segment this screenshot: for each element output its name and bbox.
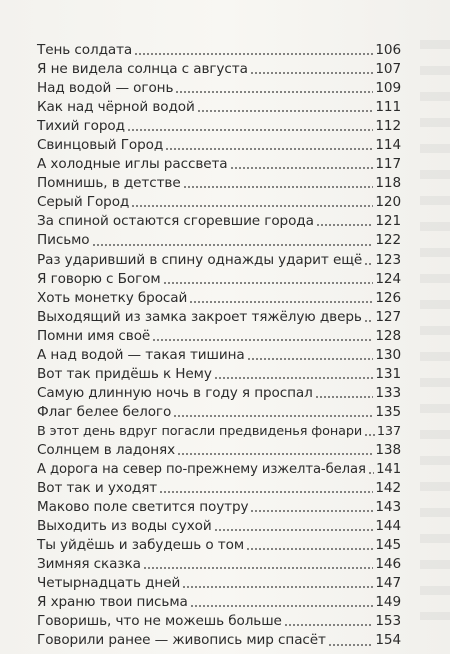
- toc-entry-page-number: 141: [376, 462, 401, 478]
- toc-entry: [37, 460, 401, 479]
- dot-leader: [364, 319, 374, 323]
- dot-leader: [368, 471, 374, 475]
- toc-entry-page-number: 109: [375, 80, 401, 97]
- toc-entry: [37, 517, 401, 536]
- toc-entry-page-number: 147: [375, 575, 401, 592]
- dot-leader: [214, 376, 374, 380]
- toc-entry-page-number: 153: [375, 613, 401, 630]
- toc-entry-title: Помнишь, в детстве: [37, 175, 181, 192]
- toc-entry-page-number: 144: [375, 518, 401, 535]
- toc-entry-page-number: 146: [375, 556, 401, 573]
- toc-entry-title: Помни имя своё: [37, 327, 151, 344]
- toc-entry-page-number: 117: [375, 156, 401, 173]
- toc-entry: [37, 174, 401, 193]
- dot-leader: [284, 623, 374, 627]
- dot-leader: [230, 166, 374, 170]
- table-of-contents: [37, 41, 401, 651]
- dot-leader: [127, 128, 373, 132]
- dot-leader: [143, 566, 373, 570]
- toc-entry: [37, 555, 401, 574]
- dot-leader: [364, 262, 373, 266]
- toc-entry-page-number: 145: [375, 537, 401, 554]
- toc-entry-page-number: 114: [375, 137, 401, 154]
- toc-entry: [37, 41, 401, 60]
- toc-entry: [37, 289, 401, 308]
- toc-entry: [37, 631, 401, 650]
- toc-entry-title: Тихий город: [37, 118, 125, 135]
- toc-entry-page-number: 126: [375, 289, 401, 306]
- toc-entry-page-number: 124: [375, 270, 401, 287]
- toc-entry: [37, 251, 401, 270]
- toc-entry-page-number: 118: [375, 175, 401, 192]
- toc-entry-title: Зимняя сказка: [37, 556, 141, 573]
- toc-entry: [37, 403, 401, 422]
- toc-entry-title: Как над чёрной водой: [37, 99, 195, 116]
- dot-leader: [197, 109, 374, 113]
- toc-entry: [37, 612, 401, 631]
- toc-entry-title: Говоришь, что не можешь больше: [37, 613, 282, 630]
- toc-entry-title: Говорили ранее — живопись мир спасёт: [37, 632, 326, 649]
- toc-entry-title: Раз ударивший в спину однажды ударит ещё: [37, 251, 363, 268]
- toc-entry-page-number: 127: [375, 308, 401, 325]
- toc-entry-page-number: 130: [375, 346, 401, 363]
- toc-entry: [37, 155, 401, 174]
- toc-entry-page-number: 120: [375, 194, 401, 211]
- toc-entry: [37, 98, 401, 117]
- toc-entry-title: За спиной остаются сгоревшие города: [37, 213, 314, 230]
- toc-entry-title: Я храню твои письма: [37, 594, 188, 611]
- toc-entry-page-number: 154: [375, 632, 401, 649]
- dot-leader: [315, 395, 374, 399]
- toc-entry-title: Над водой — огонь: [37, 80, 174, 97]
- toc-entry-title: А над водой — такая тишина: [37, 346, 245, 363]
- dot-leader: [246, 547, 373, 551]
- toc-entry-title: Вот так и уходят: [37, 480, 158, 497]
- toc-entry-page-number: 138: [375, 441, 401, 458]
- dot-leader: [364, 433, 375, 437]
- toc-entry-title: А холодные иглы рассвета: [37, 156, 228, 173]
- toc-entry: [37, 231, 401, 250]
- toc-entry: [37, 593, 401, 612]
- dot-leader: [183, 185, 374, 189]
- dot-leader: [152, 338, 373, 342]
- toc-entry-page-number: 123: [375, 251, 401, 268]
- toc-entry: [37, 327, 401, 346]
- dot-leader: [247, 357, 374, 361]
- toc-entry-title: Серый Город: [37, 194, 130, 211]
- toc-entry-page-number: 149: [375, 594, 401, 611]
- dot-leader: [250, 509, 373, 513]
- bleed-through-text: [420, 40, 450, 620]
- toc-entry-title: Флаг белее белого: [37, 403, 172, 420]
- toc-entry-page-number: 143: [375, 499, 401, 516]
- toc-entry: [37, 498, 401, 517]
- toc-entry-title: Четырнадцать дней: [37, 575, 181, 592]
- toc-entry-title: Вот так придёшь к Нему: [37, 365, 212, 382]
- toc-entry-page-number: 137: [376, 423, 401, 439]
- toc-entry-title: Выходящий из замка закроет тяжёлую дверь: [37, 308, 362, 325]
- toc-entry-page-number: 122: [375, 232, 401, 249]
- dot-leader: [214, 528, 374, 532]
- toc-entry-page-number: 128: [375, 327, 401, 344]
- toc-entry-title: Хоть монетку бросай: [37, 289, 188, 306]
- toc-entry: [37, 193, 401, 212]
- dot-leader: [250, 71, 374, 75]
- toc-entry: [37, 136, 401, 155]
- toc-entry: [37, 384, 401, 403]
- toc-entry-title: В этот день вдруг погасли предвиденья фонари: [37, 423, 363, 439]
- toc-entry: [37, 365, 401, 384]
- toc-entry-page-number: 107: [375, 61, 401, 78]
- dot-leader: [328, 643, 373, 647]
- toc-entry: [37, 479, 401, 498]
- toc-entry: [37, 574, 401, 593]
- toc-entry-title: Я не видела солнца с августа: [37, 61, 248, 78]
- toc-entry-title: Тень солдата: [37, 42, 133, 58]
- dot-leader: [189, 300, 373, 304]
- toc-entry: [37, 346, 401, 365]
- toc-entry-title: Ты уйдёшь и забудешь о том: [37, 537, 244, 554]
- toc-entry-title: А дорога на север по-прежнему изжелта-белая: [37, 462, 366, 478]
- toc-entry: [37, 308, 401, 327]
- toc-entry-title: Солнцем в ладонях: [37, 441, 176, 458]
- toc-entry-page-number: 121: [375, 213, 401, 230]
- dot-leader: [177, 452, 373, 456]
- toc-entry-title: Выходить из воды сухой: [37, 518, 212, 535]
- toc-entry: [37, 117, 401, 136]
- toc-entry-title: Самую длинную ночь в году я проспал: [37, 384, 313, 401]
- dot-leader: [316, 223, 374, 227]
- toc-entry-page-number: 131: [375, 365, 401, 382]
- dot-leader: [182, 585, 373, 589]
- toc-entry-title: Я говорю с Богом: [37, 270, 161, 287]
- dot-leader: [92, 243, 374, 247]
- dot-leader: [163, 281, 374, 285]
- toc-entry-page-number: 111: [375, 99, 401, 116]
- dot-leader: [134, 52, 373, 56]
- dot-leader: [159, 490, 373, 494]
- dot-leader: [165, 147, 373, 151]
- toc-entry-title: Письмо: [37, 232, 90, 249]
- dot-leader: [173, 414, 373, 418]
- toc-entry-page-number: 135: [375, 403, 401, 420]
- toc-entry-title: Маково поле светится поутру: [37, 499, 249, 516]
- toc-entry: [37, 212, 401, 231]
- toc-entry-page-number: 142: [375, 480, 401, 497]
- toc-entry: [37, 270, 401, 289]
- toc-entry: [37, 441, 401, 460]
- dot-leader: [175, 90, 373, 94]
- toc-entry-title: Свинцовый Город: [37, 137, 164, 154]
- dot-leader: [190, 604, 374, 608]
- toc-entry: [37, 536, 401, 555]
- toc-entry-page-number: 106: [375, 42, 401, 58]
- toc-entry: [37, 60, 401, 79]
- toc-entry: [37, 422, 401, 441]
- toc-entry: [37, 79, 401, 98]
- toc-entry-page-number: 133: [375, 384, 401, 401]
- dot-leader: [131, 204, 373, 208]
- toc-entry-page-number: 112: [375, 118, 401, 135]
